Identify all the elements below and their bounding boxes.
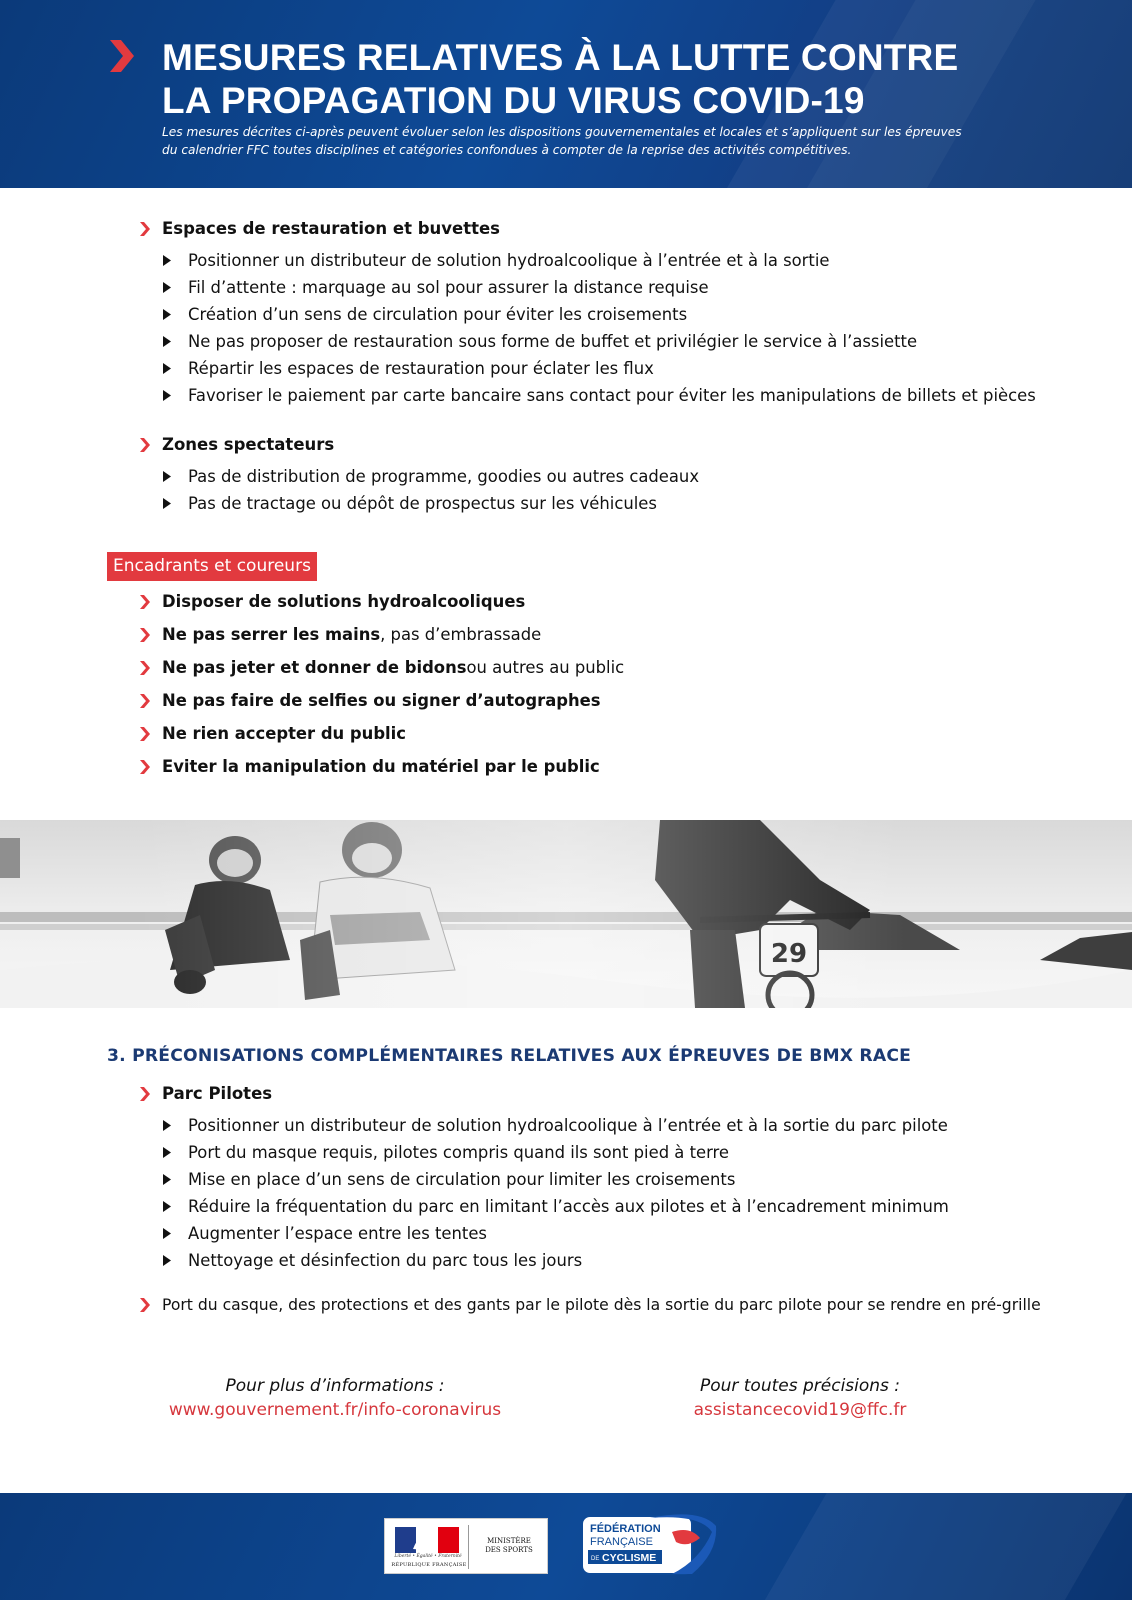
svg-text:DE: DE xyxy=(591,1556,600,1562)
list-item: Pas de distribution de programme, goodies ou autres cadeaux xyxy=(163,463,699,490)
spectateurs-list xyxy=(163,463,699,517)
svg-text:CYCLISME: CYCLISME xyxy=(602,1552,657,1564)
bmx-photo xyxy=(0,820,1132,1008)
triangle-bullet-icon xyxy=(163,255,171,266)
intro-text: Les mesures décrites ci-après peuvent évoluer selon les dispositions gouvernementales et locales et s’appliquent sur les épreuves du calendrier FFC toutes disciplines et catégories confondues à compter de la reprise des activités compétitives. xyxy=(162,125,962,157)
triangle-bullet-icon xyxy=(163,1174,171,1185)
info-left xyxy=(140,1374,530,1422)
chevron-right-icon xyxy=(104,36,144,76)
triangle-bullet-icon xyxy=(163,1201,171,1212)
list-item: Fil d’attente : marquage au sol pour assurer la distance requise xyxy=(163,274,1036,301)
list-item: Répartir les espaces de restauration pour éclater les flux xyxy=(163,355,1036,382)
triangle-bullet-icon xyxy=(163,471,171,482)
triangle-bullet-icon xyxy=(163,336,171,347)
info-label: Pour plus d’informations : xyxy=(225,1376,445,1396)
triangle-bullet-icon xyxy=(163,1147,171,1158)
chevron-right-icon xyxy=(140,694,151,708)
triangle-bullet-icon xyxy=(163,282,171,293)
list-item: Port du masque requis, pilotes compris quand ils sont pied à terre xyxy=(163,1139,949,1166)
ministere-sports-logo: Liberté • Égalité • Fraternité RÉPUBLIQUE FRANÇAISE MINISTÈRE DES SPORTS xyxy=(384,1518,548,1574)
page-title: MESURES RELATIVES À LA LUTTE CONTRE LA PROPAGATION DU VIRUS COVID-19 xyxy=(162,37,959,121)
info-label: Pour toutes précisions : xyxy=(699,1376,901,1396)
list-item: Favoriser le paiement par carte bancaire sans contact pour éviter les manipulations de billets et pièces xyxy=(163,382,1036,409)
list-item: Positionner un distributeur de solution hydroalcoolique à l’entrée et à la sortie xyxy=(163,247,1036,274)
triangle-bullet-icon xyxy=(163,309,171,320)
chevron-right-icon xyxy=(140,760,151,774)
list-item: Ne pas proposer de restauration sous forme de buffet et privilégier le service à l’assiette xyxy=(163,328,1036,355)
bmx-riders-illustration xyxy=(0,820,1132,1008)
chevron-right-icon xyxy=(140,595,151,609)
list-item: Ne pas serrer les mains , pas d’embrassade xyxy=(140,618,624,651)
footer-banner xyxy=(0,1493,1132,1600)
encadrants-list xyxy=(140,585,624,783)
list-item: Augmenter l’espace entre les tentes xyxy=(163,1220,949,1247)
chevron-right-icon xyxy=(140,222,151,236)
section-spectateurs-title: Zones spectateurs xyxy=(140,435,334,454)
list-item: Disposer de solutions hydroalcooliques xyxy=(140,585,624,618)
list-item: Réduire la fréquentation du parc en limitant l’accès aux pilotes et à l’encadrement minimum xyxy=(163,1193,949,1220)
header-banner xyxy=(0,0,1132,188)
list-item: Création d’un sens de circulation pour éviter les croisements xyxy=(163,301,1036,328)
chevron-right-icon xyxy=(140,628,151,642)
ffc-logo xyxy=(580,1512,718,1578)
triangle-bullet-icon xyxy=(163,390,171,401)
list-item: Pas de tractage ou dépôt de prospectus sur les véhicules xyxy=(163,490,699,517)
helmet-rule: Port du casque, des protections et des gants par le pilote dès la sortie du parc pilote pour se rendre en pré-grille xyxy=(140,1296,1041,1314)
list-item: Nettoyage et désinfection du parc tous les jours xyxy=(163,1247,949,1274)
list-item: Ne rien accepter du public xyxy=(140,717,624,750)
section-parc-title: Parc Pilotes xyxy=(140,1084,272,1103)
restauration-list xyxy=(163,247,1036,409)
encadrants-badge: Encadrants et coureurs xyxy=(107,552,317,581)
parc-list xyxy=(163,1112,949,1274)
chevron-right-icon xyxy=(140,661,151,675)
triangle-bullet-icon xyxy=(163,1120,171,1131)
section-bmx-heading: 3. PRÉCONISATIONS COMPLÉMENTAIRES RELATIVES AUX ÉPREUVES DE BMX RACE xyxy=(107,1046,912,1066)
chevron-right-icon xyxy=(140,438,151,452)
chevron-right-icon xyxy=(140,1087,151,1101)
email-link[interactable]: assistancecovid19@ffc.fr xyxy=(693,1400,907,1420)
triangle-bullet-icon xyxy=(163,1255,171,1266)
chevron-right-icon xyxy=(140,1298,151,1312)
svg-text:FÉDÉRATION: FÉDÉRATION xyxy=(590,1523,661,1535)
marianne-flag-icon xyxy=(395,1527,459,1553)
list-item: Ne pas faire de selfies ou signer d’autographes xyxy=(140,684,624,717)
triangle-bullet-icon xyxy=(163,363,171,374)
list-item: Eviter la manipulation du matériel par le public xyxy=(140,750,624,783)
gouvernement-link[interactable]: www.gouvernement.fr/info-coronavirus xyxy=(168,1400,502,1420)
list-item: Ne pas jeter et donner de bidons ou autres au public xyxy=(140,651,624,684)
info-right xyxy=(640,1374,960,1422)
list-item: Positionner un distributeur de solution hydroalcoolique à l’entrée et à la sortie du parc pilote xyxy=(163,1112,949,1139)
section-restauration-title: Espaces de restauration et buvettes xyxy=(140,219,500,238)
list-item: Mise en place d’un sens de circulation pour limiter les croisements xyxy=(163,1166,949,1193)
triangle-bullet-icon xyxy=(163,1228,171,1239)
svg-text:FRANÇAISE: FRANÇAISE xyxy=(590,1536,653,1548)
triangle-bullet-icon xyxy=(163,498,171,509)
chevron-right-icon xyxy=(140,727,151,741)
